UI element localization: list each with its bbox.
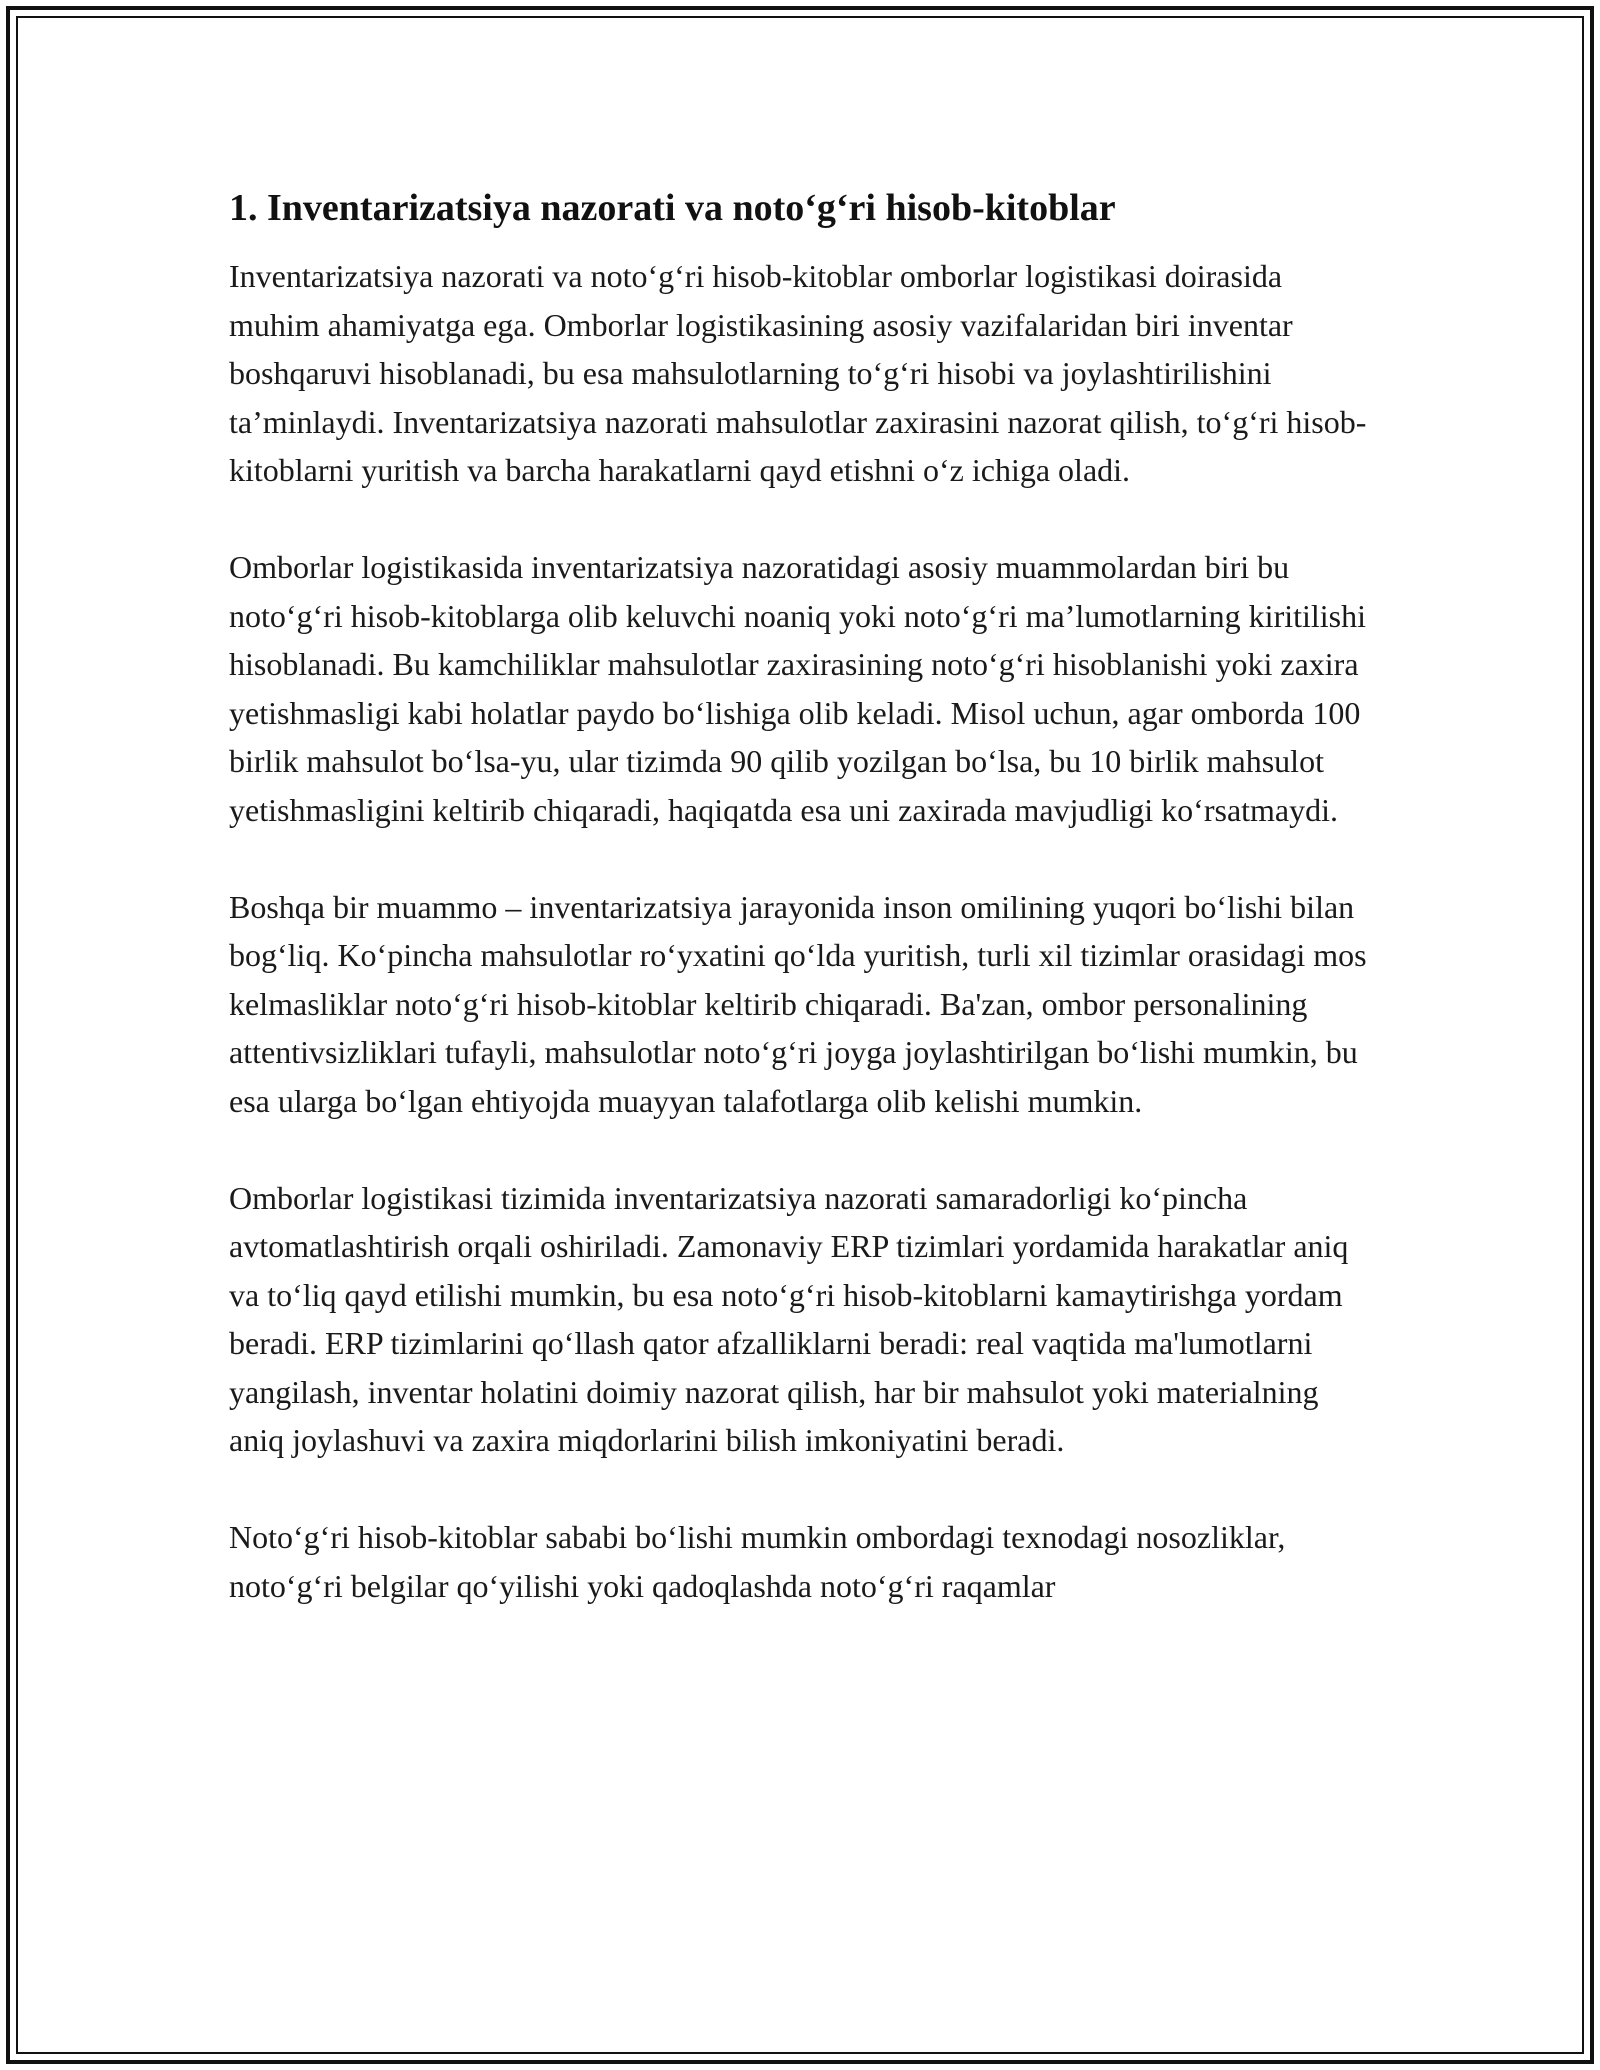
section-heading: 1. Inventarizatsiya nazorati va noto‘g‘ri hisob-kitoblar [229,187,1116,229]
paragraph-1: Inventarizatsiya nazorati va noto‘g‘ri hisob-kitoblar omborlar logistikasi doirasida muhim ahamiyatga ega. Omborlar logistikasining asosiy vazifalaridan biri inventar boshqaruvi hisoblanadi, bu esa mahsulotlarning to‘g‘ri hisobi va joylashtirilishini ta’minlaydi. Inventarizatsiya nazorati mahsulotlar zaxirasini nazorat qilish, to‘g‘ri hisob-kitoblarni yuritish va barcha harakatlarni qayd etishni o‘z ichiga oladi. [229,258,1367,488]
paragraph-3: Boshqa bir muammo – inventarizatsiya jarayonida inson omilining yuqori bo‘lishi bilan bog‘liq. Ko‘pincha mahsulotlar ro‘yxatini qo‘lda yuritish, turli xil tizimlar orasidagi mos kelmasliklar noto‘g‘ri hisob-kitoblar keltirib chiqaradi. Ba'zan, ombor personalining attentivsizliklari tufayli, mahsulotlar noto‘g‘ri joyga joylashtirilgan bo‘lishi mumkin, bu esa ularga bo‘lgan ehtiyojda muayyan talafotlarga olib kelishi mumkin. [229,888,1367,1119]
paragraph-4: Omborlar logistikasi tizimida inventarizatsiya nazorati samaradorligi ko‘pincha avtomatlashtirish orqali oshiriladi. Zamonaviy ERP tizimlari yordamida harakatlar aniq va to‘liq qayd etilishi mumkin, bu esa noto‘g‘ri hisob-kitoblarni kamaytirishga yordam beradi. ERP tizimlarini qo‘llash qator afzalliklarni beradi: real vaqtida ma'lumotlarni yangilash, inventar holatini doimiy nazorat qilish, har bir mahsulot yoki materialning aniq joylashuvi va zaxira miqdorlarini bilish imkoniyatini beradi. [229,1179,1349,1458]
paragraph-5: Noto‘g‘ri hisob-kitoblar sababi bo‘lishi mumkin ombordagi texnodagi nosozliklar, noto‘g‘ri belgilar qo‘yilishi yoki qadoqlashda noto‘g‘ri raqamlar [229,1519,1286,1604]
document-body [229,184,1371,1659]
paragraph-2: Omborlar logistikasida inventarizatsiya nazoratidagi asosiy muammolardan biri bu noto‘g‘ri hisob-kitoblarga olib keluvchi noaniq yoki noto‘g‘ri ma’lumotlarning kiritilishi hisoblanadi. Bu kamchiliklar mahsulotlar zaxirasining noto‘g‘ri hisoblanishi yoki zaxira yetishmasligi kabi holatlar paydo bo‘lishiga olib keladi. Misol uchun, agar omborda 100 birlik mahsulot bo‘lsa-yu, ular tizimda 90 qilib yozilgan bo‘lsa, bu 10 birlik mahsulot yetishmasligini keltirib chiqaradi, haqiqatda esa uni zaxirada mavjudligi ko‘rsatmaydi. [229,549,1367,828]
